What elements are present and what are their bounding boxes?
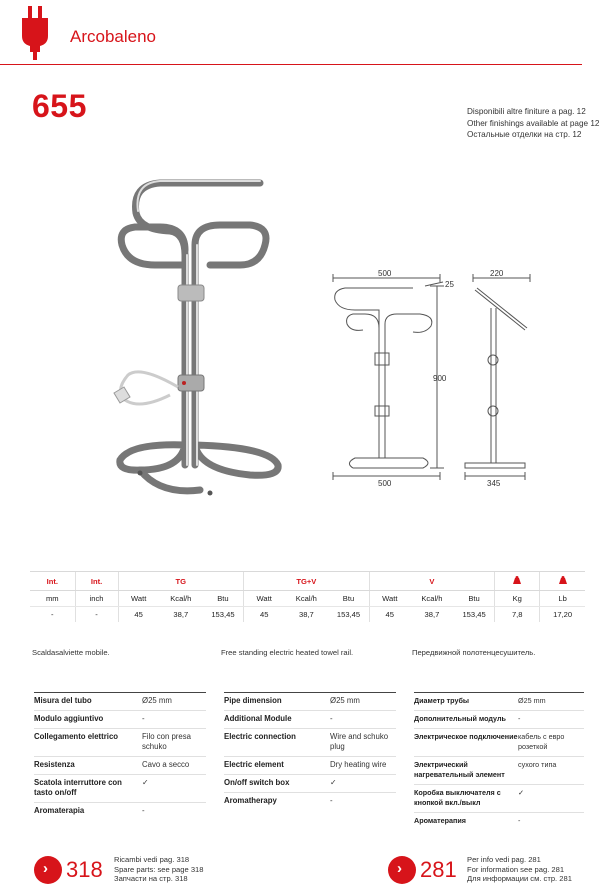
spec-cell: 45 [118, 607, 159, 623]
dim-side-base: 345 [487, 479, 501, 488]
feature-value: - [330, 793, 396, 811]
brand-name: Arcobaleno [70, 27, 157, 46]
spec-cell: 38,7 [424, 610, 440, 619]
description-it: Scaldasalviette mobile. [32, 648, 110, 657]
spec-units-row [30, 591, 585, 607]
dim-base-width: 500 [378, 479, 392, 488]
product-photo [100, 165, 315, 505]
spec-header-row [30, 572, 585, 591]
feature-key: Диаметр трубы [414, 693, 518, 711]
footer-line: Per info vedi pag. 281 [467, 855, 541, 864]
model-number: 655 [32, 88, 87, 124]
feature-value: - [330, 711, 396, 729]
feature-row [224, 693, 396, 711]
feature-key: Электрический нагревательный элемент [414, 757, 518, 785]
feature-row [414, 711, 584, 729]
spec-unit: mm [30, 591, 75, 607]
spec-group-tg: TG [118, 572, 244, 591]
features-table-en [224, 692, 396, 810]
feature-value: Ø25 mm [518, 693, 584, 711]
info-link[interactable] [388, 856, 416, 884]
features-table-it [34, 692, 206, 820]
spec-unit: Btu [203, 591, 244, 607]
feature-key: Scatola interruttore con tasto on/off [34, 775, 142, 803]
chevron-right-icon: › [43, 860, 48, 877]
spec-unit: Lb [540, 591, 585, 607]
feature-key: Электрическое подключение [414, 729, 518, 757]
spec-cell: 45 [244, 607, 285, 623]
features-table-ru [414, 692, 584, 830]
feature-value: ✓ [518, 785, 584, 813]
feature-value: ✓ [142, 775, 206, 803]
spec-col-int-inch: Int. [75, 572, 118, 591]
spec-table [30, 571, 585, 622]
spec-cell: - [75, 607, 118, 623]
spec-cell: 153,45 [462, 610, 486, 619]
spec-cell: 45 [369, 607, 410, 623]
feature-key: Дополнительный модуль [414, 711, 518, 729]
spec-unit: Watt [118, 591, 159, 607]
footer-line: Spare parts: see page 318 [114, 864, 204, 874]
spec-unit: Watt [369, 591, 410, 607]
spec-col-lb [540, 572, 585, 591]
spec-cell: 38,7 [173, 610, 189, 619]
feature-key: Additional Module [224, 711, 330, 729]
feature-row [224, 793, 396, 811]
spare-parts-link[interactable] [34, 856, 62, 884]
feature-value: - [142, 711, 206, 729]
feature-value: сухого типа [518, 757, 584, 785]
weight-icon [557, 575, 569, 585]
feature-value: Ø25 mm [142, 693, 206, 711]
spare-parts-text [114, 855, 204, 884]
feature-row [34, 711, 206, 729]
spec-group-tgv: TG+V [244, 572, 370, 591]
feature-row [224, 757, 396, 775]
spec-unit: Btu [328, 591, 369, 607]
feature-row [414, 757, 584, 785]
feature-key: Electric element [224, 757, 330, 775]
description-en: Free standing electric heated towel rail. [221, 648, 354, 657]
feature-key: Ароматерапия [414, 813, 518, 831]
dim-height: 900 [433, 374, 447, 383]
feature-key: Resistenza [34, 757, 142, 775]
feature-key: Misura del tubo [34, 693, 142, 711]
spec-cell: 153,45 [211, 610, 235, 619]
feature-value: - [518, 813, 584, 831]
spec-data-row [30, 607, 585, 623]
spec-unit: Kcal/h [284, 591, 328, 607]
plug-icon [18, 6, 52, 60]
feature-key: Electric connection [224, 729, 330, 757]
finishes-line-ru: Остальные отделки на стр. 12 [467, 130, 582, 139]
spec-cell: 153,45 [336, 610, 361, 619]
feature-row [414, 729, 584, 757]
feature-row [34, 757, 206, 775]
feature-key: Pipe dimension [224, 693, 330, 711]
spec-unit: Kg [495, 591, 540, 607]
feature-value: Wire and schuko plug [330, 729, 396, 757]
dim-tube: 25 [445, 280, 454, 289]
info-page[interactable]: 281 [420, 857, 457, 882]
info-text [467, 855, 572, 884]
spec-unit: Btu [454, 591, 495, 607]
feature-value: кабель с евро розеткой [518, 729, 584, 757]
feature-row [34, 803, 206, 821]
feature-row [224, 775, 396, 793]
feature-value: - [518, 711, 584, 729]
feature-row [414, 785, 584, 813]
spec-cell: - [51, 610, 54, 619]
footer-line: For information see pag. 281 [467, 864, 565, 874]
feature-value: ✓ [330, 775, 396, 793]
spec-cell: 38,7 [298, 610, 314, 619]
spec-unit: Watt [244, 591, 285, 607]
finishes-line-en: Other finishings available at page 12 [467, 118, 600, 128]
feature-key: Modulo aggiuntivo [34, 711, 142, 729]
feature-row [34, 775, 206, 803]
feature-row [34, 729, 206, 757]
description-ru: Передвижной полотенцесушитель. [412, 648, 536, 657]
technical-drawing [325, 268, 610, 493]
feature-row [414, 693, 584, 711]
feature-value: Cavo a secco [142, 757, 206, 775]
finishes-line-it: Disponibili altre finiture a pag. 12 [467, 107, 586, 116]
feature-key: Коробка выключателя с кнопкой вкл./выкл [414, 785, 518, 813]
footer-line: Запчасти на стр. 318 [114, 874, 188, 884]
feature-row [224, 711, 396, 729]
feature-value: - [142, 803, 206, 821]
feature-key: Collegamento elettrico [34, 729, 142, 757]
spec-col-kg [495, 572, 540, 591]
feature-row [34, 693, 206, 711]
spec-unit: Kcal/h [410, 591, 454, 607]
footer-line: Для информации см. стр. 281 [467, 874, 572, 884]
spec-unit: inch [75, 591, 118, 607]
spare-parts-page[interactable]: 318 [66, 857, 103, 882]
weight-icon [511, 575, 523, 585]
spec-cell: 17,20 [540, 607, 585, 623]
feature-row [414, 813, 584, 831]
feature-value: Filo con presa schuko [142, 729, 206, 757]
dim-top-width: 500 [378, 269, 392, 278]
finishes-note [467, 106, 599, 141]
spec-col-int-mm: Int. [30, 572, 75, 591]
dim-side-width: 220 [490, 269, 504, 278]
spec-group-v: V [369, 572, 495, 591]
feature-row [224, 729, 396, 757]
spec-cell: 7,8 [495, 607, 540, 623]
feature-key: On/off switch box [224, 775, 330, 793]
feature-value: Dry heating wire [330, 757, 396, 775]
spec-unit: Kcal/h [159, 591, 203, 607]
feature-value: Ø25 mm [330, 693, 396, 711]
feature-key: Aromatherapy [224, 793, 330, 811]
feature-key: Aromaterapia [34, 803, 142, 821]
footer-line: Ricambi vedi pag. 318 [114, 855, 190, 864]
chevron-right-icon: › [397, 860, 402, 877]
